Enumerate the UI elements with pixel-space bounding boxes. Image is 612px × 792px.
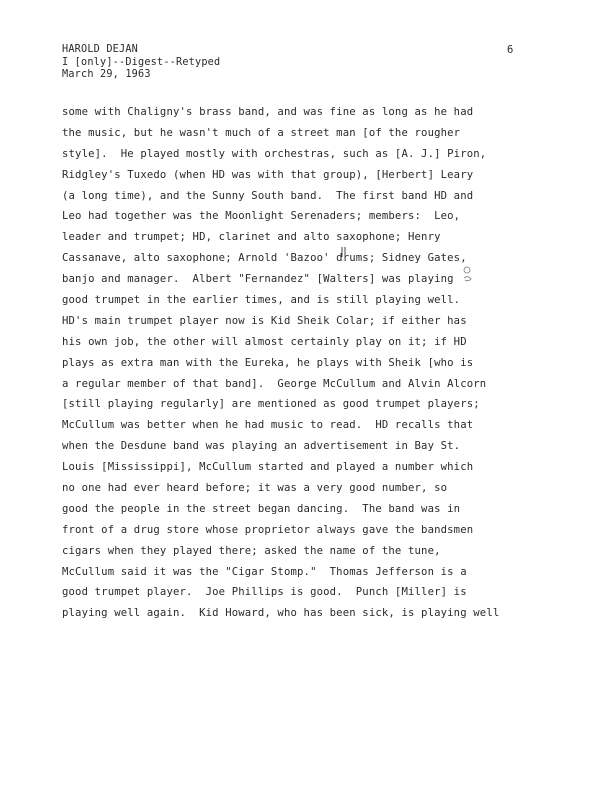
text-line: banjo and manager. Albert "Fernandez" [Walters] was playing xyxy=(62,273,454,286)
text-line: Cassanave, alto saxophone; Arnold 'Bazoo' drums; Sidney Gates, xyxy=(62,252,467,265)
interview-date: March 29, 1963 xyxy=(62,69,151,80)
text-line: a regular member of that band]. George McCullum and Alvin Alcorn xyxy=(62,377,487,390)
text-line: good the people in the street began dancing. The band was in xyxy=(62,502,461,515)
interviewee-name: HAROLD DEJAN xyxy=(62,44,139,55)
text-line: good trumpet in the earlier times, and is still playing well. xyxy=(62,294,461,307)
text-line: playing well again. Kid Howard, who has been sick, is playing well xyxy=(62,607,500,620)
text-line: front of a drug store whose proprietor always gave the bandsmen xyxy=(62,523,474,536)
text-line: Louis [Mississippi], McCullum started and played a number which xyxy=(62,461,474,474)
text-line: (a long time), and the Sunny South band. The first band HD and xyxy=(62,189,474,202)
page-number: 6 xyxy=(507,44,514,56)
text-line: no one had ever heard before; it was a very good number, so xyxy=(62,482,448,495)
text-line: McCullum was better when he had music to read. HD recalls that xyxy=(62,419,474,432)
text-line: the music, but he wasn't much of a street man [of the rougher xyxy=(62,126,461,139)
handwritten-correction-mark xyxy=(462,266,474,284)
text-line: Ridgley's Tuxedo (when HD was with that group), [Herbert] Leary xyxy=(62,168,474,181)
text-line: [still playing regularly] are mentioned as good trumpet players; xyxy=(62,398,480,411)
text-line: Leo had together was the Moonlight Serenaders; members: Leo, xyxy=(62,210,461,223)
text-line: some with Chaligny's brass band, and was fine as long as he had xyxy=(62,106,474,118)
text-line: plays as extra man with the Eureka, he plays with Sheik [who is xyxy=(62,356,474,369)
document-header xyxy=(62,44,220,82)
text-line: his own job, the other will almost certainly play on it; if HD xyxy=(62,335,467,348)
text-line: leader and trumpet; HD, clarinet and alto saxophone; Henry xyxy=(62,231,441,244)
text-line: good trumpet player. Joe Phillips is good. Punch [Miller] is xyxy=(62,586,467,599)
text-line: cigars when they played there; asked the name of the tune, xyxy=(62,544,441,557)
text-line: HD's main trumpet player now is Kid Sheik Colar; if either has xyxy=(62,314,467,327)
text-line: McCullum said it was the "Cigar Stomp." Thomas Jefferson is a xyxy=(62,565,467,578)
transcript-body xyxy=(62,102,552,624)
text-line: style]. He played mostly with orchestras, such as [A. J.] Piron, xyxy=(62,147,487,160)
transcript-series: I [only]--Digest--Retyped xyxy=(62,56,221,68)
handwritten-quote-mark xyxy=(340,246,348,260)
text-line: when the Desdune band was playing an advertisement in Bay St. xyxy=(62,440,461,453)
